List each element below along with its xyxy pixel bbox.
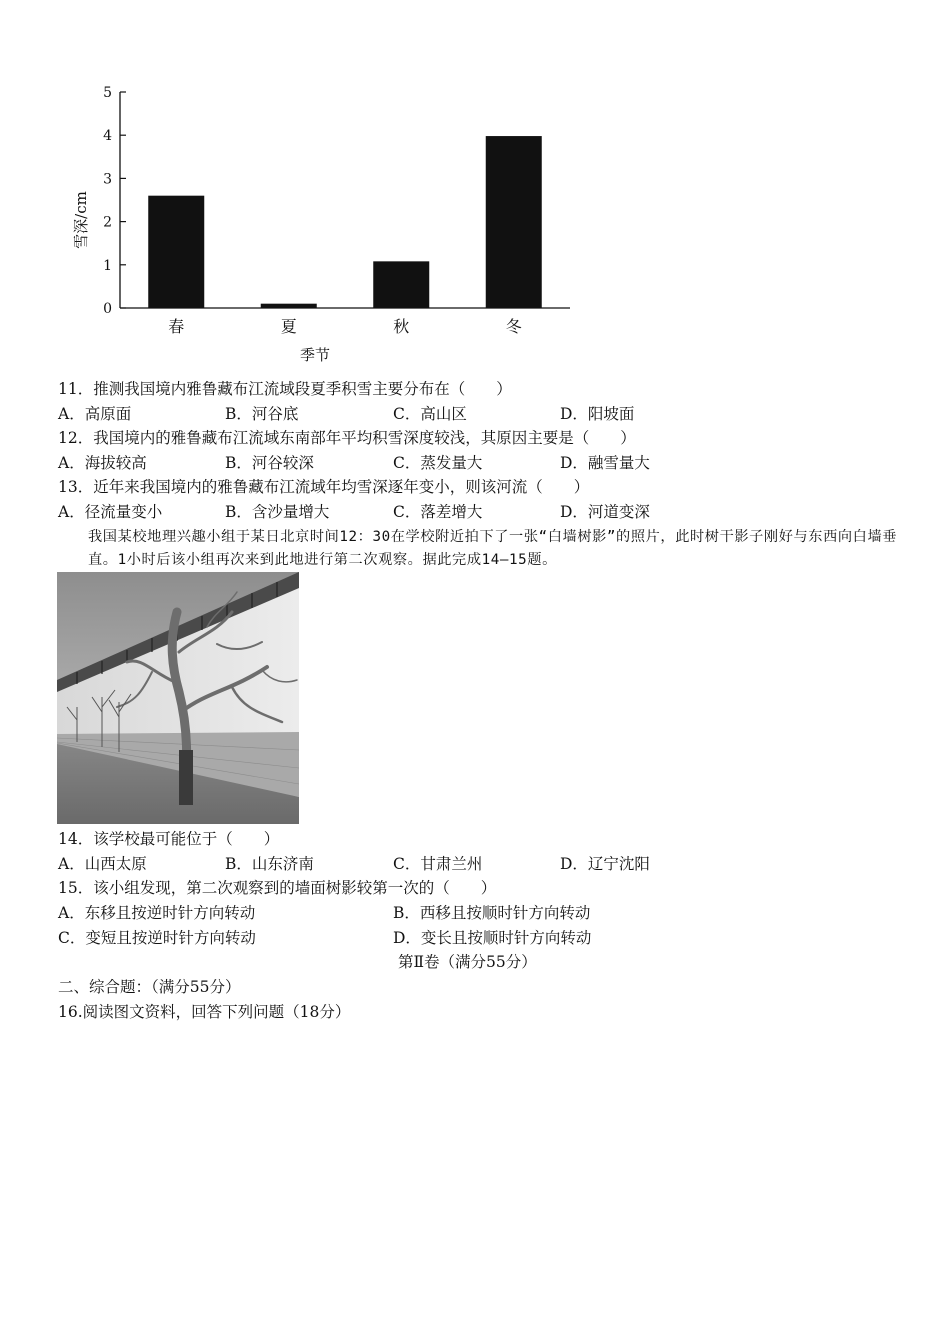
option: C．蒸发量大 — [393, 454, 483, 472]
option: D．河道变深 — [560, 503, 650, 521]
y-tick-label: 3 — [103, 171, 112, 188]
bar-1 — [261, 304, 317, 308]
question-11-stem: 11．推测我国境内雅鲁藏布江流域段夏季积雪主要分布在（ ） — [58, 380, 512, 398]
option: C．变短且按逆时针方向转动 — [58, 929, 256, 947]
y-axis-title: 雪深/cm — [72, 191, 90, 249]
option: A．高原面 — [58, 405, 132, 423]
option: D．辽宁沈阳 — [560, 855, 650, 873]
y-tick-label: 2 — [103, 214, 112, 231]
chart-bars — [148, 136, 542, 308]
option: D．融雪量大 — [560, 454, 650, 472]
passage-text: 我国某校地理兴趣小组于某日北京时间12：30在学校附近拍下了一张“白墙树影”的照片，此时树干影子刚好与东西向白墙垂直。1小时后该小组再次来到此地进行第二次观察。据此完成14–15题。 — [88, 529, 898, 568]
x-axis-title: 季节 — [299, 346, 331, 364]
y-tick-label: 4 — [103, 128, 112, 145]
question-14-stem: 14．该学校最可能位于（ ） — [58, 830, 280, 848]
option: C．高山区 — [393, 405, 467, 423]
x-tick-label: 冬 — [505, 317, 522, 336]
wall-tree-shadow-photo — [57, 572, 299, 824]
x-tick-label: 夏 — [280, 317, 297, 336]
section-title: 第Ⅱ卷（满分55分） — [398, 953, 537, 971]
option: A．海拔较高 — [58, 454, 147, 472]
option: B．河谷较深 — [225, 454, 314, 472]
y-tick-label: 0 — [103, 301, 112, 317]
x-tick-label: 春 — [168, 317, 185, 336]
option: B．含沙量增大 — [225, 503, 330, 521]
part-two-heading: 二、综合题：（满分55分） — [58, 978, 241, 996]
y-tick-label: 5 — [103, 85, 112, 101]
snow-depth-bar-chart — [60, 70, 600, 370]
option: B．山东济南 — [225, 855, 314, 873]
option: B．河谷底 — [225, 405, 299, 423]
bar-2 — [373, 261, 429, 308]
bar-0 — [148, 196, 204, 308]
question-12-stem: 12．我国境内的雅鲁藏布江流域东南部年平均积雪深度较浅，其原因主要是（ ） — [58, 429, 636, 447]
question-16-stem: 16.阅读图文资料，回答下列问题（18分） — [58, 1003, 351, 1021]
option: C．落差增大 — [393, 503, 483, 521]
question-13-stem: 13．近年来我国境内的雅鲁藏布江流域年均雪深逐年变小，则该河流（ ） — [58, 478, 590, 496]
chart-ticks — [72, 85, 522, 364]
option: D．变长且按顺时针方向转动 — [393, 929, 592, 947]
bar-3 — [486, 136, 542, 308]
option: B．西移且按顺时针方向转动 — [393, 904, 591, 922]
option: D．阳坡面 — [560, 405, 635, 423]
y-tick-label: 1 — [103, 257, 112, 274]
option: C．甘肃兰州 — [393, 855, 483, 873]
question-15-stem: 15．该小组发现，第二次观察到的墙面树影较第一次的（ ） — [58, 879, 497, 897]
option: A．山西太原 — [58, 855, 147, 873]
option: A．径流量变小 — [58, 503, 163, 521]
passage-14-15 — [58, 526, 898, 572]
option: A．东移且按逆时针方向转动 — [58, 904, 256, 922]
x-tick-label: 秋 — [393, 317, 410, 336]
